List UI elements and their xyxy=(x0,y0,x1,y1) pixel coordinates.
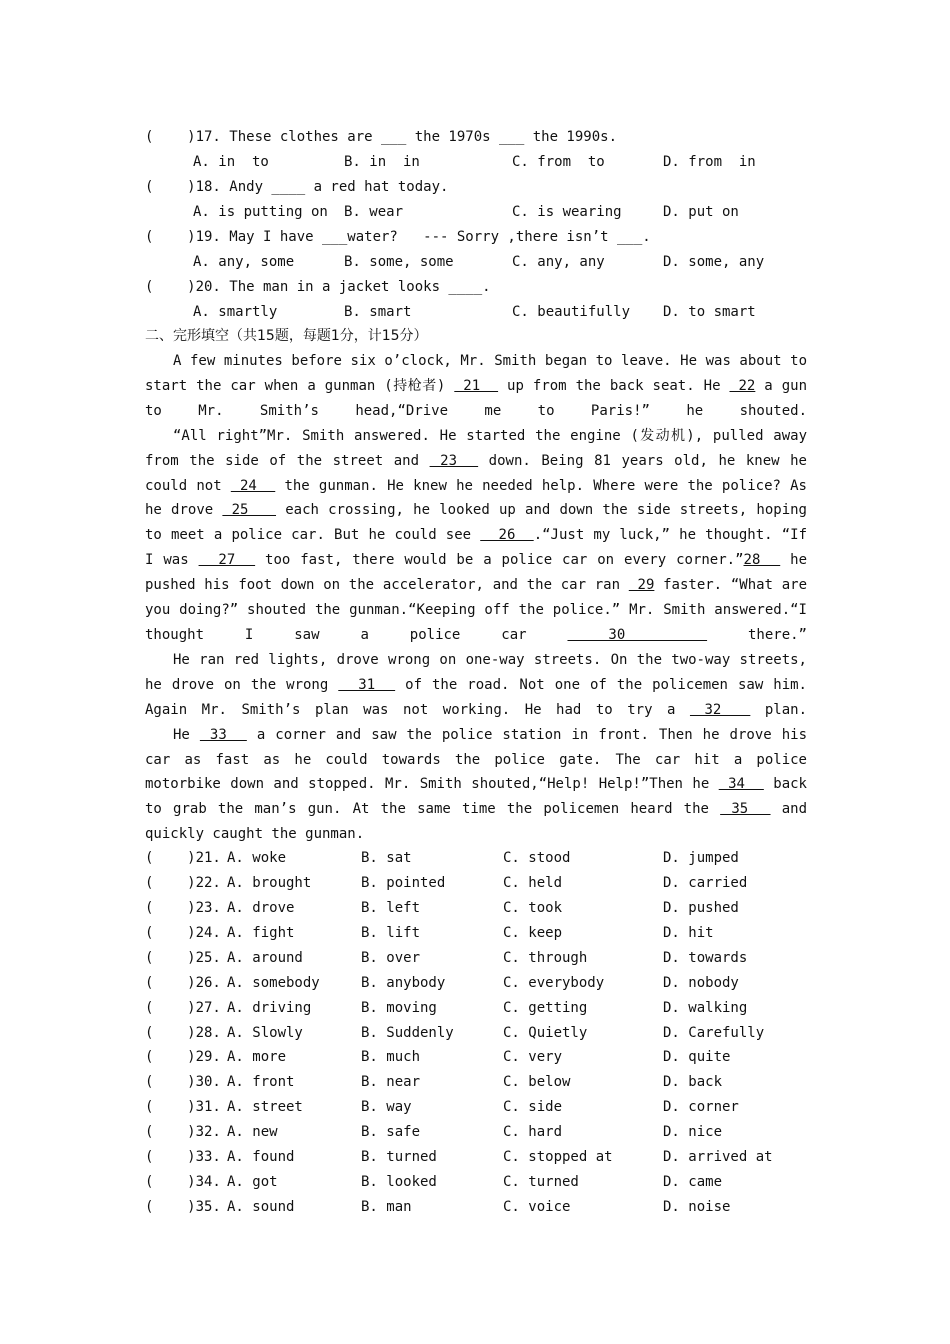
option-d: D. arrived at xyxy=(663,1149,773,1166)
option-b: B. in in xyxy=(344,154,420,170)
answer-blank: 26 xyxy=(480,527,534,544)
option-b: B. anybody xyxy=(361,974,446,991)
option-a: A. more xyxy=(227,1049,287,1066)
passage-text: a corner and saw the police station in front. Then he drove his car as fast as he could towards the police gate. The car hit a police motorbike down and stopped. Mr. Smith shouted,“Help! Help!”Then he xyxy=(145,726,807,793)
answer-blank: 31 xyxy=(338,676,396,693)
option-b: B. turned xyxy=(361,1149,437,1166)
question-17-stem: ( )17. These clothes are ___ the 1970s ___ the 1990s. xyxy=(145,129,618,145)
section-2-heading: 二、完形填空（共15题，每题1分，计15分） xyxy=(145,328,428,344)
option-c: C. through xyxy=(503,949,588,966)
question-number: ( )23. xyxy=(145,899,221,916)
option-c: C. stood xyxy=(503,850,571,866)
option-d: D. noise xyxy=(663,1199,731,1216)
option-c: C. below xyxy=(503,1074,571,1091)
option-b: B. smart xyxy=(344,304,412,320)
question-number: ( )35. xyxy=(145,1199,221,1216)
option-b: B. safe xyxy=(361,1124,421,1141)
option-b: B. near xyxy=(361,1074,421,1091)
option-c: C. turned xyxy=(503,1174,579,1191)
option-c: C. is wearing xyxy=(512,204,622,220)
question-number: ( )34. xyxy=(145,1174,221,1191)
option-a: A. woke xyxy=(227,850,287,866)
answer-blank: 24 xyxy=(230,477,276,494)
option-a: A. sound xyxy=(227,1199,295,1216)
answer-blank: 33 xyxy=(199,726,247,743)
question-number: ( )22. xyxy=(145,874,221,891)
answer-blank: 29 xyxy=(628,577,655,594)
option-b: B. much xyxy=(361,1049,421,1066)
option-c: C. Quietly xyxy=(503,1024,588,1041)
option-c: C. stopped at xyxy=(503,1149,613,1166)
answer-blank: 30 xyxy=(567,626,708,643)
passage-text: faster. “What are you doing?” shouted the gunman.“Keeping off the police.” Mr. Smith answered.“I thought I saw a police car xyxy=(145,577,808,643)
option-d: D. walking xyxy=(663,999,748,1016)
answer-blank: 28 xyxy=(743,552,781,569)
passage-text: each crossing, he looked up and down the side streets, hoping to meet a police car. But he could see xyxy=(145,502,807,544)
option-a: A. any, some xyxy=(193,254,295,270)
question-number: ( )25. xyxy=(145,949,221,966)
passage-text: he pushed his foot down on the accelerator, and the car ran xyxy=(145,552,807,594)
question-number: ( )28. xyxy=(145,1024,221,1041)
answer-blank: 32 xyxy=(689,701,751,718)
option-d: D. back xyxy=(663,1074,723,1091)
passage-text: there.” xyxy=(707,626,807,643)
answer-blank: 35 xyxy=(720,801,771,818)
option-b: B. over xyxy=(361,949,421,966)
option-d: D. pushed xyxy=(663,899,739,916)
option-c: C. getting xyxy=(503,999,588,1016)
question-number: ( )31. xyxy=(145,1099,221,1116)
option-c: C. very xyxy=(503,1049,563,1066)
option-d: D. Carefully xyxy=(663,1024,765,1041)
passage-text: .“Just my luck,” he thought. “If I was xyxy=(145,527,808,569)
option-a: A. in to xyxy=(193,154,269,170)
option-c: C. from to xyxy=(512,154,605,170)
option-a: A. found xyxy=(227,1149,295,1166)
question-number: ( )21. xyxy=(145,850,221,866)
passage-paragraph xyxy=(145,723,807,848)
option-c: C. held xyxy=(503,874,563,891)
option-c: C. voice xyxy=(503,1199,571,1216)
option-c: C. took xyxy=(503,899,563,916)
question-number: ( )24. xyxy=(145,924,221,941)
option-c: C. keep xyxy=(503,924,563,941)
option-a: A. drove xyxy=(227,899,295,916)
option-d: D. quite xyxy=(663,1049,731,1066)
option-a: A. around xyxy=(227,949,303,966)
option-d: D. towards xyxy=(663,949,748,966)
passage-text: the gunman. He knew he needed help. Where were the police? As he drove xyxy=(145,477,807,519)
option-c: C. any, any xyxy=(512,254,605,270)
passage-paragraph xyxy=(145,349,807,424)
option-b: B. Suddenly xyxy=(361,1024,454,1041)
option-d: D. to smart xyxy=(663,304,756,320)
option-c: C. everybody xyxy=(503,974,605,991)
option-a: A. somebody xyxy=(227,974,320,991)
option-b: B. wear xyxy=(344,204,404,220)
option-d: D. corner xyxy=(663,1099,739,1116)
passage-text: back to grab the man’s gun. At the same time the policemen heard the xyxy=(145,776,807,818)
passage-text: down. Being 81 years old, he knew he could not xyxy=(145,452,807,494)
answer-blank: 22 xyxy=(729,377,756,394)
option-d: D. nobody xyxy=(663,974,739,991)
option-a: A. smartly xyxy=(193,304,278,320)
question-20-stem: ( )20. The man in a jacket looks ____. xyxy=(145,279,491,295)
option-d: D. from in xyxy=(663,154,756,170)
option-a: A. new xyxy=(227,1124,278,1141)
question-18-stem: ( )18. Andy ____ a red hat today. xyxy=(145,179,449,195)
option-a: A. fight xyxy=(227,924,295,941)
passage-paragraph xyxy=(145,424,807,648)
question-number: ( )32. xyxy=(145,1124,221,1141)
passage-paragraph xyxy=(145,648,807,723)
option-a: A. Slowly xyxy=(227,1024,303,1041)
option-d: D. put on xyxy=(663,204,739,220)
passage-text: He ran red lights, drove wrong on one-way streets. On the two-way streets, he drove on the wrong xyxy=(145,651,807,693)
question-number: ( )30. xyxy=(145,1074,221,1091)
option-a: A. brought xyxy=(227,874,312,891)
option-c: C. side xyxy=(503,1099,563,1116)
passage-text: of the road. Not one of the policemen saw him. Again Mr. Smith’s plan was not working. He had to try a xyxy=(145,676,807,718)
option-d: D. some, any xyxy=(663,254,765,270)
passage-text: “All right”Mr. Smith answered. He started the engine (发动机), pulled away from the side of the street and xyxy=(145,427,807,469)
answer-blank: 34 xyxy=(718,776,764,793)
question-19-stem: ( )19. May I have ___water? --- Sorry ,there isn’t ___. xyxy=(145,229,651,245)
passage-text: too fast, there would be a police car on every corner.” xyxy=(255,552,744,569)
option-b: B. lift xyxy=(361,924,421,941)
cloze-passage xyxy=(145,349,807,847)
option-d: D. carried xyxy=(663,874,748,891)
answer-blank: 21 xyxy=(454,377,499,394)
option-b: B. sat xyxy=(361,850,412,866)
answer-blank: 23 xyxy=(429,452,479,469)
option-c: C. hard xyxy=(503,1124,563,1141)
passage-text: a gun to Mr. Smith’s head,“Drive me to Paris!” he shouted. xyxy=(145,377,807,419)
question-number: ( )27. xyxy=(145,999,221,1016)
passage-text: and quickly caught the gunman. xyxy=(145,801,807,843)
option-a: A. front xyxy=(227,1074,295,1091)
option-c: C. beautifully xyxy=(512,304,631,320)
option-b: B. pointed xyxy=(361,874,446,891)
passage-text: up from the back seat. He xyxy=(498,377,730,394)
question-number: ( )33. xyxy=(145,1149,221,1166)
answer-blank: 25 xyxy=(222,502,277,519)
option-a: A. driving xyxy=(227,999,312,1016)
option-d: D. nice xyxy=(663,1124,723,1141)
option-d: D. came xyxy=(663,1174,723,1191)
option-d: D. jumped xyxy=(663,850,739,866)
option-a: A. got xyxy=(227,1174,278,1191)
option-b: B. moving xyxy=(361,999,437,1016)
option-a: A. street xyxy=(227,1099,303,1116)
option-b: B. some, some xyxy=(344,254,454,270)
option-b: B. way xyxy=(361,1099,412,1116)
passage-text: A few minutes before six o’clock, Mr. Smith began to leave. He was about to start the car when a gunman (持枪者) xyxy=(145,353,807,394)
passage-text: He xyxy=(173,726,200,743)
option-b: B. left xyxy=(361,899,421,916)
question-number: ( )29. xyxy=(145,1049,221,1066)
option-a: A. is putting on xyxy=(193,204,328,220)
option-b: B. looked xyxy=(361,1174,437,1191)
passage-text: plan. xyxy=(750,701,807,718)
answer-blank: 27 xyxy=(198,552,256,569)
option-d: D. hit xyxy=(663,924,714,941)
question-number: ( )26. xyxy=(145,974,221,991)
option-b: B. man xyxy=(361,1199,412,1216)
